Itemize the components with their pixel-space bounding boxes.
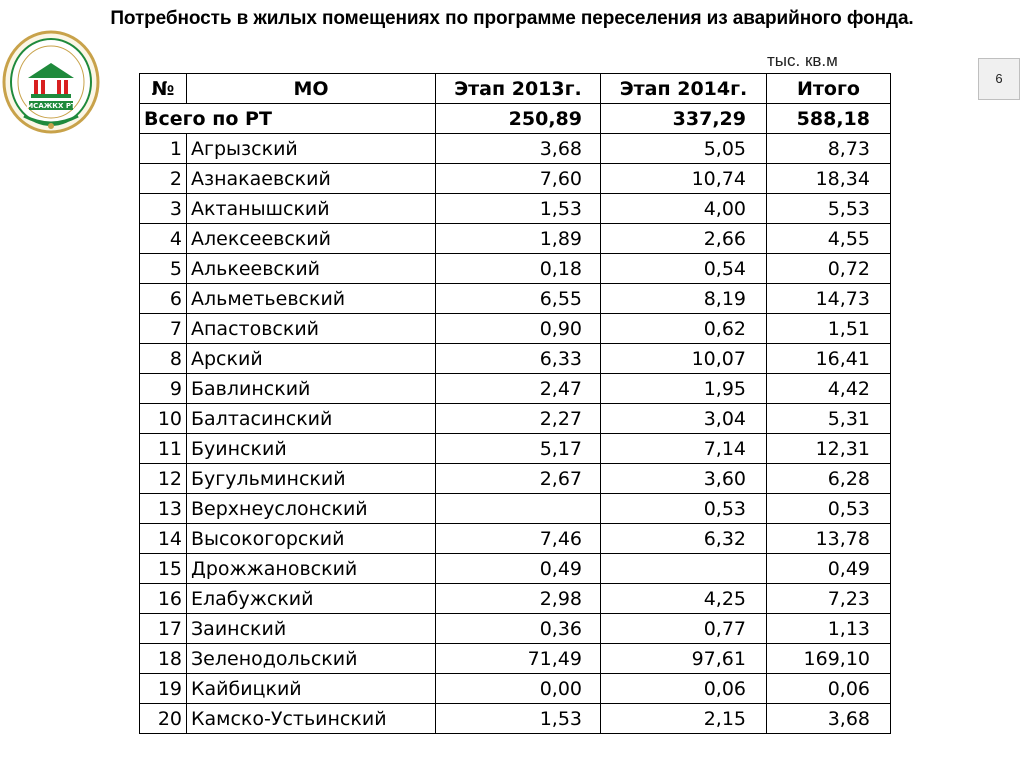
row-stage-2014: 8,19: [601, 284, 767, 314]
row-num: 2: [140, 164, 187, 194]
row-num: 12: [140, 464, 187, 494]
row-total: 14,73: [767, 284, 891, 314]
table-row: [140, 404, 891, 434]
row-stage-2014: 0,53: [601, 494, 767, 524]
row-stage-2014: 0,77: [601, 614, 767, 644]
row-num: 9: [140, 374, 187, 404]
table-row: [140, 494, 891, 524]
row-total: 5,31: [767, 404, 891, 434]
row-stage-2013: 6,33: [436, 344, 601, 374]
row-num: 6: [140, 284, 187, 314]
row-stage-2014: 0,54: [601, 254, 767, 284]
page-number: 6: [978, 58, 1020, 100]
row-num: 3: [140, 194, 187, 224]
row-stage-2014: 5,05: [601, 134, 767, 164]
table-row: [140, 524, 891, 554]
row-stage-2013: 71,49: [436, 644, 601, 674]
row-stage-2013: 0,00: [436, 674, 601, 704]
svg-text:МСАЖКХ РТ: МСАЖКХ РТ: [26, 102, 76, 110]
row-mo: Елабужский: [187, 584, 436, 614]
row-stage-2013: 6,55: [436, 284, 601, 314]
resettlement-table: [139, 73, 891, 734]
row-total: 12,31: [767, 434, 891, 464]
row-mo: Альметьевский: [187, 284, 436, 314]
row-total: 16,41: [767, 344, 891, 374]
row-stage-2013: 2,67: [436, 464, 601, 494]
row-num: 18: [140, 644, 187, 674]
row-mo: Дрожжановский: [187, 554, 436, 584]
header-num: №: [140, 74, 187, 104]
table-row: [140, 644, 891, 674]
row-mo: Заинский: [187, 614, 436, 644]
total-stage-2014: 337,29: [601, 104, 767, 134]
row-mo: Алькеевский: [187, 254, 436, 284]
page-title: Потребность в жилых помещениях по программе переселения из аварийного фонда.: [110, 8, 914, 29]
row-mo: Бавлинский: [187, 374, 436, 404]
row-total: 1,51: [767, 314, 891, 344]
row-mo: Агрызский: [187, 134, 436, 164]
row-stage-2014: [601, 554, 767, 584]
row-stage-2014: 2,15: [601, 704, 767, 734]
row-num: 20: [140, 704, 187, 734]
row-total: 4,55: [767, 224, 891, 254]
row-mo: Кайбицкий: [187, 674, 436, 704]
row-stage-2014: 3,60: [601, 464, 767, 494]
row-stage-2014: 7,14: [601, 434, 767, 464]
row-num: 1: [140, 134, 187, 164]
header-mo: МО: [187, 74, 436, 104]
row-total: 7,23: [767, 584, 891, 614]
row-stage-2014: 1,95: [601, 374, 767, 404]
table-row: [140, 704, 891, 734]
table-row: [140, 164, 891, 194]
row-total: 169,10: [767, 644, 891, 674]
row-num: 13: [140, 494, 187, 524]
row-mo: Буинский: [187, 434, 436, 464]
row-stage-2014: 3,04: [601, 404, 767, 434]
row-stage-2014: 97,61: [601, 644, 767, 674]
row-stage-2014: 10,74: [601, 164, 767, 194]
row-stage-2013: 7,60: [436, 164, 601, 194]
row-mo: Арский: [187, 344, 436, 374]
row-stage-2014: 0,06: [601, 674, 767, 704]
row-total: 5,53: [767, 194, 891, 224]
table-row: [140, 344, 891, 374]
table-row: [140, 464, 891, 494]
table-row: [140, 254, 891, 284]
row-mo: Зеленодольский: [187, 644, 436, 674]
row-stage-2013: [436, 494, 601, 524]
row-stage-2013: 1,89: [436, 224, 601, 254]
row-mo: Высокогорский: [187, 524, 436, 554]
row-total: 13,78: [767, 524, 891, 554]
total-stage-2013: 250,89: [436, 104, 601, 134]
row-stage-2013: 5,17: [436, 434, 601, 464]
row-stage-2013: 0,36: [436, 614, 601, 644]
row-mo: Балтасинский: [187, 404, 436, 434]
row-stage-2013: 0,49: [436, 554, 601, 584]
row-total: 0,49: [767, 554, 891, 584]
table-row: [140, 614, 891, 644]
row-num: 8: [140, 344, 187, 374]
row-stage-2014: 0,62: [601, 314, 767, 344]
header-stage-2013: Этап 2013г.: [436, 74, 601, 104]
row-stage-2013: 1,53: [436, 194, 601, 224]
total-row: [140, 104, 891, 134]
table-body: [140, 104, 891, 734]
header-total: Итого: [767, 74, 891, 104]
row-num: 15: [140, 554, 187, 584]
table-row: [140, 134, 891, 164]
row-total: 0,53: [767, 494, 891, 524]
row-stage-2013: 1,53: [436, 704, 601, 734]
row-num: 5: [140, 254, 187, 284]
row-num: 4: [140, 224, 187, 254]
row-stage-2014: 6,32: [601, 524, 767, 554]
table-row: [140, 314, 891, 344]
table-row: [140, 224, 891, 254]
row-num: 14: [140, 524, 187, 554]
row-stage-2013: 2,98: [436, 584, 601, 614]
row-mo: Камско-Устьинский: [187, 704, 436, 734]
row-total: 3,68: [767, 704, 891, 734]
row-mo: Верхнеуслонский: [187, 494, 436, 524]
table-row: [140, 584, 891, 614]
total-sum: 588,18: [767, 104, 891, 134]
row-stage-2014: 2,66: [601, 224, 767, 254]
row-stage-2013: 2,47: [436, 374, 601, 404]
row-total: 8,73: [767, 134, 891, 164]
total-label: Всего по РТ: [140, 104, 436, 134]
table-header-row: [140, 74, 891, 104]
row-total: 18,34: [767, 164, 891, 194]
table-row: [140, 374, 891, 404]
row-num: 16: [140, 584, 187, 614]
row-stage-2014: 10,07: [601, 344, 767, 374]
row-stage-2013: 3,68: [436, 134, 601, 164]
row-stage-2013: 0,90: [436, 314, 601, 344]
table-row: [140, 194, 891, 224]
row-stage-2014: 4,00: [601, 194, 767, 224]
row-stage-2013: 7,46: [436, 524, 601, 554]
row-total: 6,28: [767, 464, 891, 494]
row-num: 17: [140, 614, 187, 644]
ministry-logo: [2, 30, 100, 140]
row-mo: Азнакаевский: [187, 164, 436, 194]
row-total: 0,06: [767, 674, 891, 704]
row-mo: Апастовский: [187, 314, 436, 344]
header-stage-2014: Этап 2014г.: [601, 74, 767, 104]
unit-label: тыс. кв.м: [767, 51, 838, 70]
row-total: 1,13: [767, 614, 891, 644]
row-mo: Бугульминский: [187, 464, 436, 494]
row-stage-2014: 4,25: [601, 584, 767, 614]
table-row: [140, 674, 891, 704]
row-num: 10: [140, 404, 187, 434]
row-total: 0,72: [767, 254, 891, 284]
row-num: 19: [140, 674, 187, 704]
row-stage-2013: 0,18: [436, 254, 601, 284]
table-row: [140, 554, 891, 584]
row-num: 11: [140, 434, 187, 464]
row-total: 4,42: [767, 374, 891, 404]
row-mo: Алексеевский: [187, 224, 436, 254]
table-row: [140, 284, 891, 314]
row-stage-2013: 2,27: [436, 404, 601, 434]
row-num: 7: [140, 314, 187, 344]
row-mo: Актанышский: [187, 194, 436, 224]
table-row: [140, 434, 891, 464]
